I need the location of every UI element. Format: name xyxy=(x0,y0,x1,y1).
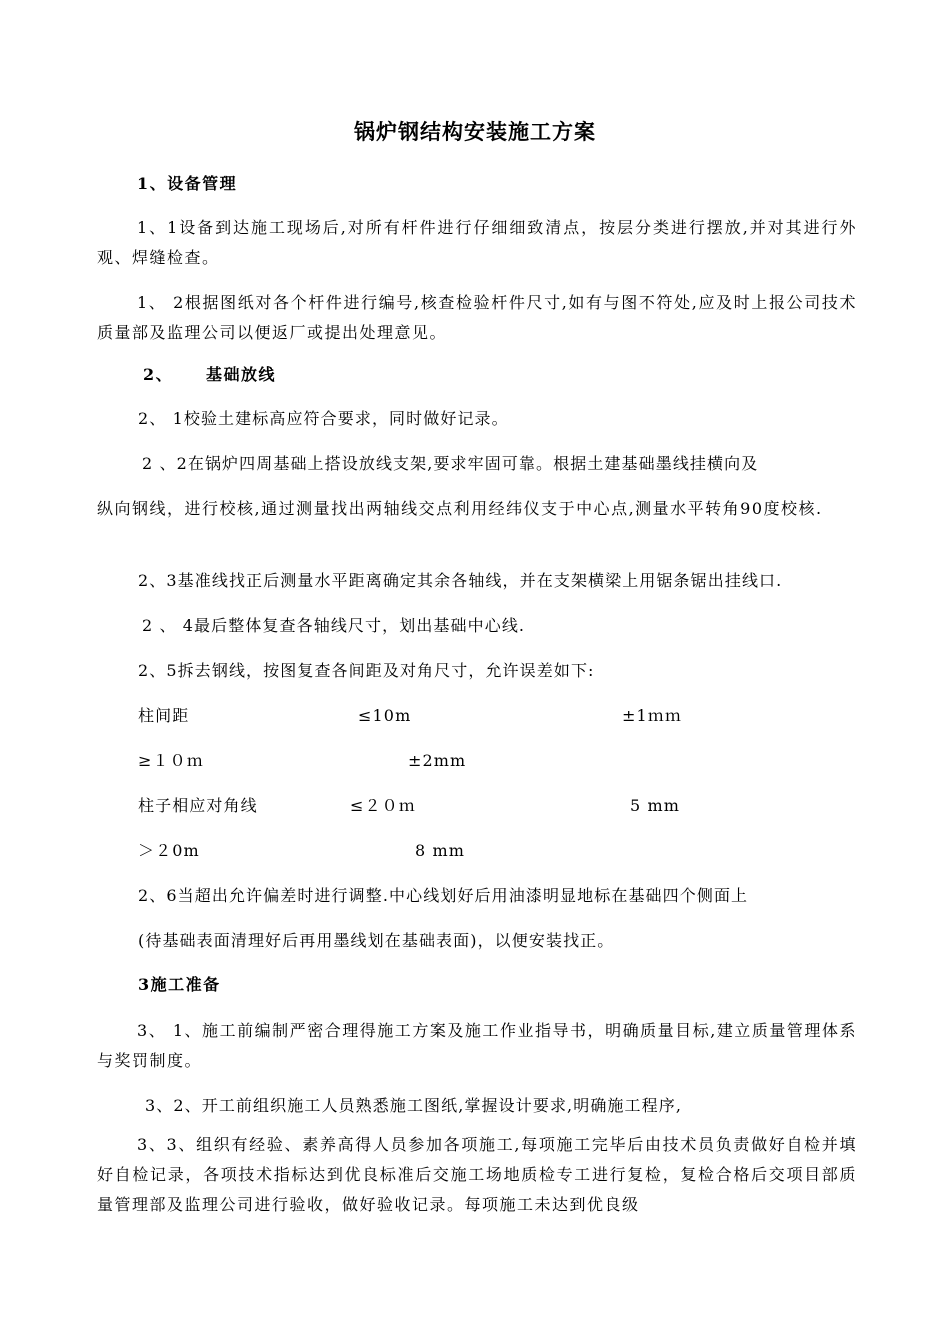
paragraph-3-3: 3、3、组织有经验、素养高得人员参加各项施工,每项施工完毕后由技术员负责做好自检并填好自检记录，各项技术指标达到优良标准后交施工场地质检专工进行复检，复检合格后交项目部质量管理部及监理公司进行验收，做好验收记录。每项施工未达到优良级 xyxy=(97,1135,857,1214)
section-2-heading-text: 基础放线 xyxy=(206,365,277,384)
tolerance-row-3-range: ≤２０ｍ xyxy=(350,796,416,815)
document-title: 锅炉钢结构安装施工方案 xyxy=(354,119,596,144)
tolerance-row-4-value: 8 mm xyxy=(415,841,466,860)
tolerance-row-1-label: 柱间距 xyxy=(138,706,190,725)
paragraph-3-2: 3、2、开工前组织施工人员熟悉施工图纸,掌握设计要求,明确施工程序, xyxy=(145,1096,683,1115)
paragraph-1-1: 1、1设备到达施工现场后,对所有杆件进行仔细细致清点，按层分类进行摆放,并对其进行外观、焊缝检查。 xyxy=(97,218,857,267)
paragraph-2-2-line-1: 2 、2在锅炉四周基础上搭设放线支架,要求牢固可靠。根据土建基础墨线挂横向及 xyxy=(142,454,759,473)
tolerance-row-3-value: 5 mm xyxy=(630,796,681,815)
tolerance-row-1-value: ±1ｍｍ xyxy=(622,706,682,725)
paragraph-2-6-line-1: 2、6当超出允许偏差时进行调整.中心线划好后用油漆明显地标在基础四个侧面上 xyxy=(138,886,749,905)
section-3-heading: 3施工准备 xyxy=(138,975,221,994)
paragraph-2-4: 2 、 4最后整体复查各轴线尺寸，划出基础中心线. xyxy=(142,616,526,635)
paragraph-2-5: 2、5拆去钢线，按图复查各间距及对角尺寸，允许误差如下: xyxy=(138,661,595,680)
paragraph-2-1: 2、 1校验土建标高应符合要求，同时做好记录。 xyxy=(138,409,509,428)
paragraph-2-3: 2、3基准线找正后测量水平距离确定其余各轴线，并在支架横梁上用锯条锯出挂线口. xyxy=(138,571,783,590)
paragraph-3-1: 3、 1、施工前编制严密合理得施工方案及施工作业指导书，明确质量目标,建立质量管理体系与奖罚制度。 xyxy=(97,1021,857,1070)
paragraph-2-2-continued: 纵向钢线，进行校核,通过测量找出两轴线交点利用经纬仪支于中心点,测量水平转角90度校核. xyxy=(97,499,823,518)
tolerance-row-2-value: ±2mm xyxy=(408,751,467,770)
tolerance-row-3-label: 柱子相应对角线 xyxy=(138,796,258,815)
paragraph-2-6-line-2: (待基础表面清理好后再用墨线划在基础表面)，以便安装找正。 xyxy=(138,931,615,950)
paragraph-1-2: 1、 2根据图纸对各个杆件进行编号,核查检验杆件尺寸,如有与图不符处,应及时上报公司技术质量部及监理公司以便返厂或提出处理意见。 xyxy=(97,293,857,342)
tolerance-row-1-range: ≤10m xyxy=(358,706,412,725)
section-1-heading: 1、设备管理 xyxy=(137,174,238,193)
tolerance-row-2-range: ≥１０ｍ xyxy=(138,751,204,770)
tolerance-row-4-range: ＞２0m xyxy=(138,841,200,860)
section-2-heading-number: 2、 xyxy=(143,365,174,384)
